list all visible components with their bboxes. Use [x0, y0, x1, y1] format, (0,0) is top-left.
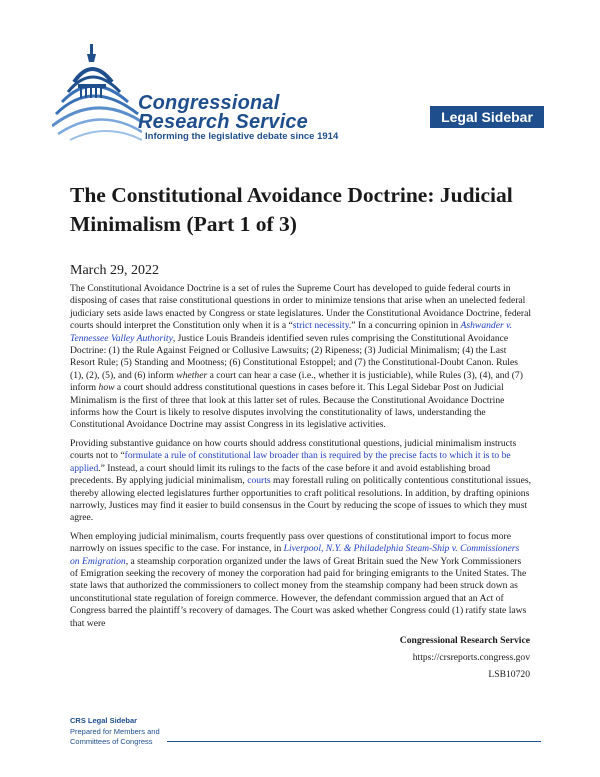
legal-sidebar-badge: Legal Sidebar [430, 106, 544, 128]
text-run: , Justice Louis Brandeis identified seven rules comprising the Constitutional Avoidance Doctrine: (1) the Rule Against Feigned or Collusive Lawsuits; (2) Ripeness; (3) Judicial Minimalism; (4) the Last Resort Rule; (5) Standing and Mootness; (6) Constitutional Estoppel; and (7) the Constitutional-Doubt Canon. Rules (1), (2), (5), and (6) inform [70, 332, 518, 381]
emphasis: whether [176, 369, 208, 381]
org-name-line2: Research Service [138, 111, 308, 133]
emphasis: how [98, 382, 115, 394]
paragraph-3 [70, 531, 531, 630]
org-name-line1: Congressional [138, 92, 280, 114]
org-tagline: Informing the legislative debate since 1914 [145, 131, 339, 142]
paragraph-1 [70, 283, 531, 432]
footer-line-3: Committees of Congress [70, 737, 153, 746]
signature-url[interactable]: https://crsreports.congress.gov [412, 652, 530, 663]
text-run: The Constitutional Avoidance Doctrine is a set of rules the Supreme Court has developed to guide federal courts in disposing of cases that raise constitutional questions in order to minimize tensions that arise when an unelected federal judiciary sets aside laws enacted by Congress or state legislatures. Under the Constitutional Avoidance Doctrine, federal courts should interpret the Constitution only when it is a “ [70, 283, 531, 332]
text-run: a court should address constitutional questions in cases before it. This Legal Sidebar Post on Judicial Minimalism is the first of three that look at this latter set of rules. Because the Constitutional Avoidance Doctrine informs how the Court is likely to resolve disputes involving the constitutionality of laws, understanding the Constitutional Avoidance Doctrine may assist Congress in its legislative activities. [70, 382, 505, 431]
report-code: LSB10720 [488, 669, 530, 680]
text-run: a court can hear a case (i.e., whether it is justiciable), while Rules (3), (4), and (7) inform [70, 369, 523, 394]
link-formulate-rule[interactable]: formulate a rule of constitutional law broader than is required by the precise facts to which it is to be applied [70, 450, 511, 474]
capitol-dome-icon [52, 42, 142, 152]
footer-divider [167, 741, 541, 742]
link-strict-necessity[interactable]: strict necessity [292, 320, 349, 332]
text-run: , a steamship corporation organized under the laws of Great Britain sued the New York Commissioners of Emigration seeking the recovery of money the corporation had paid for bringing emigrants to the United States. The state laws that authorized the commissioners to collect money from the steamship company had been struck down as unconstitutional state regulation of foreign commerce. However, the defendant commission argued that an Act of Congress barred the plaintiff’s recovery of damages. The Court was asked whether Congress could (1) ratify state laws that were [70, 555, 527, 629]
paragraph-2 [70, 438, 531, 525]
footer-title: CRS Legal Sidebar [70, 716, 138, 725]
link-courts[interactable]: courts [247, 475, 271, 487]
publication-date: March 29, 2022 [70, 263, 160, 278]
text-run: .” Instead, a court should limit its rulings to the facts of the case before it and avoid establishing broad precedents. By applying judicial minimalism, [70, 462, 491, 487]
text-run: .” In a concurring opinion in [348, 320, 461, 332]
text-run: Providing substantive guidance on how courts should address constitutional questions, judicial minimalism instructs courts not to “ [70, 437, 517, 462]
crs-logo [52, 42, 372, 152]
page-title: The Constitutional Avoidance Doctrine: Judicial Minimalism (Part 1 of 3) [70, 183, 513, 236]
footer-line-2: Prepared for Members and [70, 726, 160, 736]
article-body [70, 283, 531, 636]
text-run: may forestall ruling on politically contentious constitutional issues, thereby allowing elected legislatures further opportunities to craft political resolutions. In addition, by drafting opinions narrowly, Justices may find it easier to build consensus in the Court by reducing the scope of issues to which they must agree. [70, 475, 531, 524]
signature-org: Congressional Research Service [399, 635, 530, 646]
case-name: Liverpool, N.Y. & Philadelphia Steam-Ship v. Commissioners on Emigration [70, 543, 520, 567]
signature-block [400, 632, 530, 683]
footer-label [70, 716, 160, 748]
case-name: Ashwander v. Tennessee Valley Authority [70, 320, 513, 344]
text-run: When employing judicial minimalism, courts frequently pass over questions of constitutional import to focus more narrowly on issues specific to the case. For instance, in [70, 530, 511, 555]
